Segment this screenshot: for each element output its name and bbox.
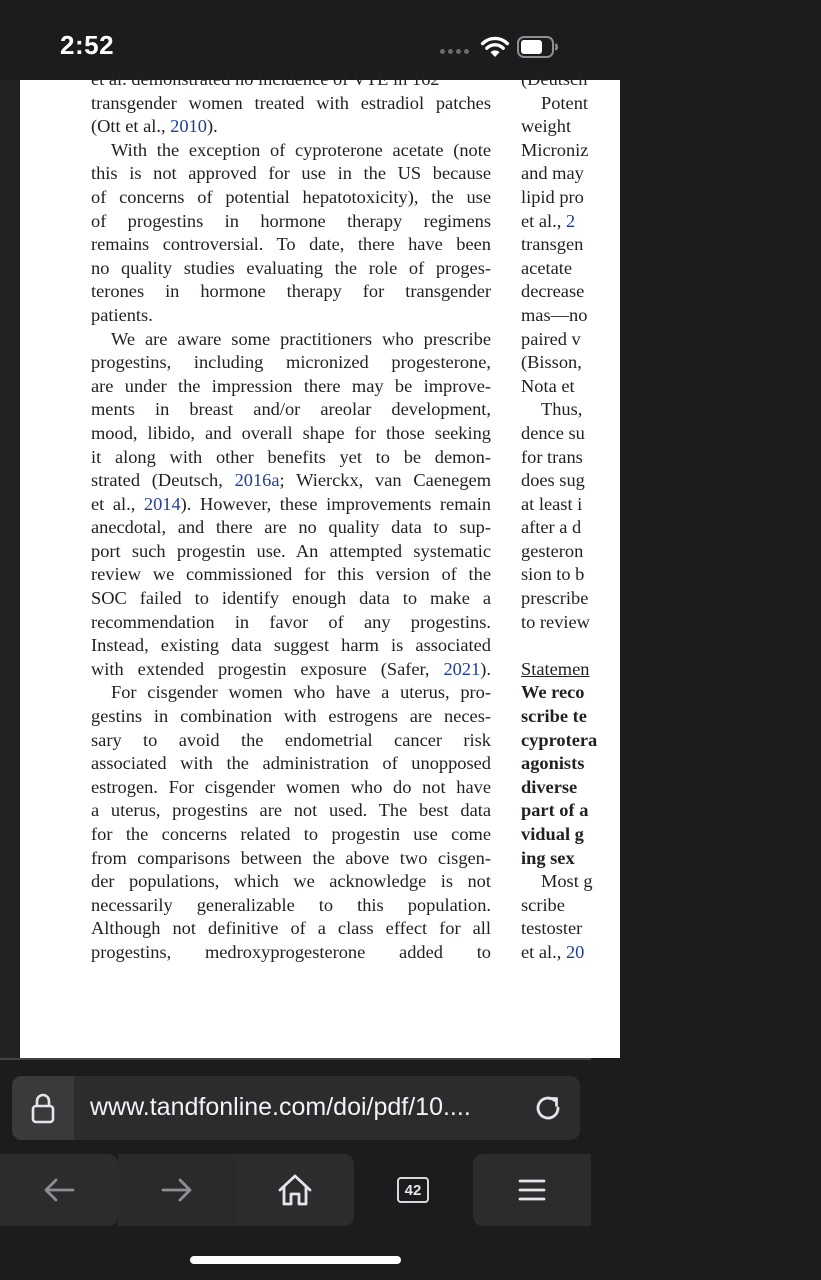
right-column-line: gesteron (521, 540, 584, 561)
battery-icon (517, 36, 559, 58)
right-column-line: diverse (521, 776, 578, 797)
left-column-line: no quality studies evaluating the role of proges- (91, 257, 491, 278)
right-column-line: vidual g (521, 824, 584, 844)
left-column-line: Although not definitive of a class effect for all (91, 918, 491, 939)
left-column-line: progestins, including micronized progesterone, (91, 352, 491, 373)
page-gutter (0, 80, 20, 1060)
left-column-line: Instead, existing data suggest harm is associated (91, 635, 491, 656)
left-column-line: patients. (91, 304, 153, 325)
citation-link[interactable]: 2021 (443, 658, 481, 679)
text-segment: with extended progestin exposure (Safer, (91, 658, 444, 679)
left-column-line: gestins in combination with estrogens are neces- (91, 706, 491, 727)
left-column-line (91, 115, 491, 139)
menu-icon (518, 1178, 546, 1202)
right-column-line: Nota et (521, 375, 575, 396)
right-column-line: weight (521, 116, 572, 137)
left-column-line: transgender women treated with estradiol patches (91, 92, 491, 113)
url-text[interactable]: www.tandfonline.com/doi/pdf/10.... (90, 1093, 471, 1121)
right-column-line: ing sex (521, 847, 575, 868)
left-column-line: terones in hormone therapy for transgender (91, 281, 491, 302)
left-column-line: this is not approved for use in the US because (91, 163, 491, 184)
citation-link[interactable]: 20 (565, 941, 585, 962)
left-column-line: With the exception of cyproterone acetate (note (111, 139, 491, 160)
citation-link[interactable]: 2016a (234, 470, 280, 491)
right-column-line: Potent (541, 92, 589, 113)
left-column-line: of progestins in hormone therapy regimens (91, 210, 491, 231)
text-segment: et al., (521, 210, 566, 231)
menu-button[interactable] (473, 1154, 591, 1226)
text-segment: ). (480, 658, 491, 679)
back-button[interactable] (0, 1154, 118, 1226)
browser-toolbar (0, 1060, 591, 1280)
right-column-line: lipid pro (521, 186, 584, 207)
address-bar[interactable] (12, 1076, 580, 1140)
left-column-line: associated with the administration of unopposed (91, 753, 491, 774)
left-column-line: For cisgender women who have a uterus, pro- (111, 682, 491, 703)
status-time: 2:52 (60, 30, 115, 60)
citation-link[interactable]: 2 (565, 210, 576, 231)
left-column-line: are under the impression there may be improve- (91, 375, 491, 396)
right-column-line: prescribe (521, 588, 589, 609)
right-column-line: mas—no (521, 304, 588, 325)
right-column-line: for trans (521, 446, 583, 467)
right-column-line: paired v (521, 328, 581, 349)
left-column-line: estrogen. For cisgender women who do not have (91, 776, 491, 797)
right-column-line: cyprotera (521, 729, 598, 750)
cellular-signal-icon (440, 49, 469, 54)
site-security-button[interactable] (12, 1076, 74, 1140)
home-indicator[interactable] (190, 1256, 401, 1264)
left-column-line: it along with other benefits yet to be demon- (91, 446, 491, 467)
left-column-line: a uterus, progestins are not used. The best data (91, 800, 491, 821)
right-column-line: testoster (521, 918, 583, 939)
right-column-line: does sug (521, 470, 585, 491)
left-column-line: anecdotal, and there are no quality data to sup- (91, 517, 491, 538)
citation-link[interactable]: 2014 (143, 493, 181, 514)
text-segment: et al., (91, 493, 144, 514)
right-column-line: Microniz (521, 139, 589, 160)
right-column-line: (Deutsch (521, 69, 588, 89)
left-column-line: recommendation in favor of any progestins. (91, 611, 491, 632)
right-column-line: decrease (521, 281, 585, 302)
reload-icon[interactable] (532, 1092, 564, 1124)
home-button[interactable] (236, 1154, 354, 1226)
wifi-icon (480, 35, 510, 59)
left-column-line: for the concerns related to progestin use come (91, 824, 491, 844)
citation-link[interactable]: 2010 (170, 116, 207, 137)
text-segment: ; Wierckx, van Caenegem (279, 470, 491, 491)
right-column-line: to review (521, 611, 590, 632)
left-column-line: We are aware some practitioners who prescribe (111, 328, 491, 349)
left-column-line (91, 469, 491, 493)
lock-icon (31, 1092, 55, 1124)
right-column-line: at least i (521, 493, 583, 514)
text-segment: strated (Deutsch, (91, 470, 235, 491)
right-column-line: dence su (521, 422, 585, 443)
left-column-line (91, 658, 491, 682)
home-icon (277, 1173, 313, 1207)
left-column-line: ments in breast and/or areolar development, (91, 399, 491, 420)
left-column-line: from comparisons between the above two cisgen- (91, 847, 491, 868)
right-column-line: sion to b (521, 564, 585, 585)
tabs-button[interactable] (354, 1154, 472, 1226)
right-column-line: Statemen (521, 658, 590, 679)
right-column-line: and may (521, 163, 584, 184)
left-column-line: et al. demonstrated no incidence of VTE in 162 (91, 69, 440, 89)
tabs-icon: 42 (397, 1177, 429, 1203)
left-column-line: necessarily generalizable to this population. (91, 894, 491, 915)
navigation-bar (0, 1154, 591, 1226)
right-column-line: We reco (521, 682, 585, 703)
left-column-line: review we commissioned for this version of the (91, 564, 491, 585)
text-segment: ). However, these improvements remain (180, 493, 491, 514)
text-segment: ). (206, 116, 218, 137)
left-column-line (91, 493, 491, 517)
right-column-line: scribe te (521, 706, 587, 727)
left-column-line: remains controversial. To date, there have been (91, 234, 491, 255)
left-column-line: progestins, medroxyprogesterone added to (91, 941, 491, 962)
left-column-line: SOC failed to identify enough data to make a (91, 588, 491, 609)
right-column-line (521, 210, 821, 234)
left-column-line: der populations, which we acknowledge is not (91, 871, 491, 892)
pdf-viewer[interactable] (0, 69, 598, 1060)
left-column-line: sary to avoid the endometrial cancer risk (91, 729, 491, 750)
right-column-line: after a d (521, 517, 582, 538)
left-text-column (91, 69, 491, 965)
back-arrow-icon (42, 1176, 76, 1204)
right-column-line: Most g (541, 871, 593, 892)
right-column-line: scribe (521, 894, 565, 915)
right-column-line (521, 634, 821, 658)
left-column-line: port such progestin use. An attempted systematic (91, 540, 491, 561)
left-column-line: of concerns of potential hepatotoxicity), the use (91, 186, 491, 207)
forward-arrow-icon (160, 1176, 194, 1204)
right-column-line (521, 941, 821, 965)
text-segment: et al., (521, 941, 566, 962)
right-text-column (521, 69, 821, 965)
forward-button[interactable] (118, 1154, 236, 1226)
right-column-line: part of a (521, 800, 589, 821)
right-column-line: transgen (521, 234, 584, 255)
right-column-line: (Bisson, (521, 352, 582, 373)
text-segment: (Ott et al., (91, 116, 171, 137)
pdf-page (20, 69, 620, 1058)
right-column-line: agonists (521, 753, 585, 774)
right-column-line: Thus, (541, 399, 583, 420)
left-column-line: mood, libido, and overall shape for those seeking (91, 422, 491, 443)
right-column-line: acetate (521, 257, 573, 278)
